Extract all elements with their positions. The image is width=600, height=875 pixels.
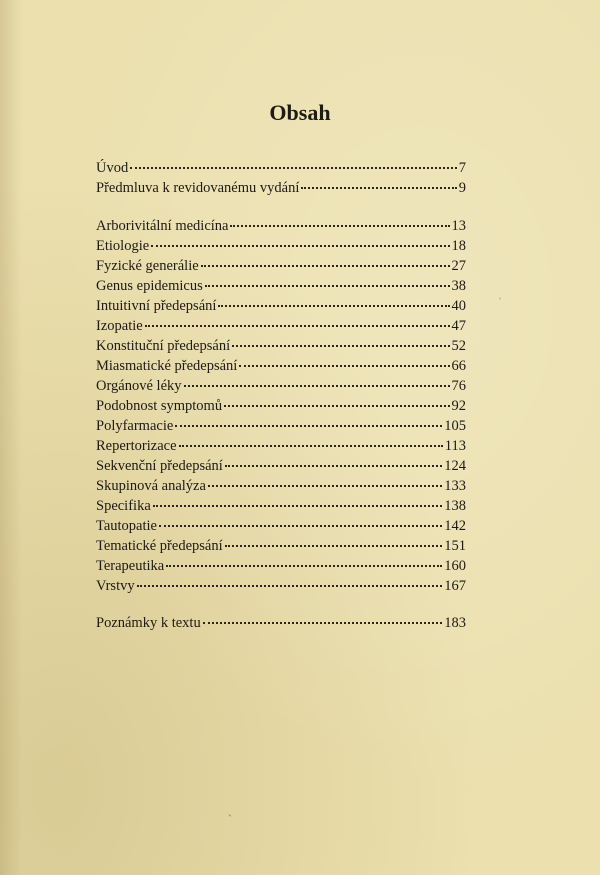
toc-entry-title: Skupinová analýza [96, 478, 206, 494]
toc-entry [96, 316, 466, 336]
toc-entry-page-number: 105 [444, 418, 466, 434]
table-of-contents [96, 158, 466, 633]
toc-entry [96, 556, 466, 576]
toc-entry-title: Konstituční předepsání [96, 338, 231, 354]
dot-leader [225, 545, 443, 547]
toc-entry-title: Polyfarmacie [96, 418, 174, 434]
toc-entry-title: Vrstvy [96, 578, 135, 594]
toc-spacer [96, 198, 466, 216]
toc-group-main [96, 216, 466, 596]
toc-entry-page-number: 76 [451, 378, 466, 394]
dot-leader [145, 325, 450, 327]
toc-entry-title: Etiologie [96, 238, 150, 254]
dot-leader [179, 445, 443, 447]
toc-group-end [96, 613, 466, 633]
dot-leader [225, 465, 442, 467]
toc-entry-title: Orgánové léky [96, 378, 182, 394]
toc-entry-page-number: 38 [451, 278, 466, 294]
toc-entry-page-number: 9 [458, 180, 466, 196]
toc-entry [96, 276, 466, 296]
toc-entry-page-number: 47 [451, 318, 466, 334]
dot-leader [184, 385, 450, 387]
toc-entry-page-number: 160 [444, 558, 466, 574]
dot-leader [208, 485, 442, 487]
toc-entry-title: Miasmatické předepsání [96, 358, 238, 374]
dot-leader [203, 622, 443, 624]
toc-entry-title: Izopatie [96, 318, 143, 334]
toc-group-intro [96, 158, 466, 198]
toc-entry [96, 396, 466, 416]
toc-entry-title: Intuitivní předepsání [96, 298, 217, 314]
toc-entry-page-number: 124 [444, 458, 466, 474]
toc-entry-page-number: 138 [444, 498, 466, 514]
dot-leader [166, 565, 442, 567]
toc-entry [96, 178, 466, 198]
toc-spacer [96, 596, 466, 613]
toc-entry [96, 376, 466, 396]
dot-leader [137, 585, 443, 587]
toc-entry-title: Tematické předepsání [96, 538, 223, 554]
toc-entry-title: Úvod [96, 160, 129, 176]
toc-entry [96, 476, 466, 496]
dot-leader [232, 345, 449, 347]
toc-entry [96, 256, 466, 276]
dot-leader [301, 187, 456, 189]
toc-entry [96, 536, 466, 556]
toc-entry [96, 236, 466, 256]
page-title: Obsah [269, 100, 331, 125]
toc-entry-page-number: 27 [451, 258, 466, 274]
dot-leader [153, 505, 442, 507]
toc-entry-page-number: 7 [458, 160, 466, 176]
toc-entry [96, 436, 466, 456]
toc-entry-title: Repertorizace [96, 438, 177, 454]
dot-leader [205, 285, 450, 287]
toc-entry [96, 216, 466, 236]
dot-leader [224, 405, 449, 407]
toc-entry-title: Fyzické generálie [96, 258, 199, 274]
toc-entry-page-number: 66 [451, 358, 466, 374]
dot-leader [159, 525, 442, 527]
toc-entry-page-number: 13 [451, 218, 466, 234]
dot-leader [151, 245, 449, 247]
toc-entry [96, 296, 466, 316]
toc-entry [96, 496, 466, 516]
dot-leader [239, 365, 449, 367]
toc-entry [96, 516, 466, 536]
toc-entry-title: Sekvenční předepsání [96, 458, 223, 474]
toc-entry [96, 416, 466, 436]
toc-entry [96, 158, 466, 178]
toc-entry-title: Poznámky k textu [96, 615, 201, 631]
toc-entry-page-number: 151 [444, 538, 466, 554]
toc-entry-page-number: 52 [451, 338, 466, 354]
dot-leader [130, 167, 457, 169]
toc-entry-page-number: 142 [444, 518, 466, 534]
toc-entry [96, 336, 466, 356]
toc-entry-title: Specifika [96, 498, 151, 514]
toc-entry-title: Terapeutika [96, 558, 165, 574]
dot-leader [218, 305, 449, 307]
toc-entry-title: Tautopatie [96, 518, 157, 534]
toc-entry-title: Podobnost symptomů [96, 398, 223, 414]
dot-leader [201, 265, 450, 267]
toc-entry-page-number: 167 [444, 578, 466, 594]
dot-leader [230, 225, 449, 227]
toc-entry [96, 613, 466, 633]
ink-speck: ˋ [228, 812, 232, 826]
toc-entry-title: Genus epidemicus [96, 278, 203, 294]
toc-entry-page-number: 18 [451, 238, 466, 254]
toc-entry-page-number: 40 [451, 298, 466, 314]
toc-entry [96, 456, 466, 476]
toc-entry [96, 576, 466, 596]
toc-entry-title: Arborivitální medicína [96, 218, 229, 234]
toc-entry [96, 356, 466, 376]
dot-leader [175, 425, 442, 427]
toc-entry-title: Předmluva k revidovanému vydání [96, 180, 300, 196]
toc-entry-page-number: 113 [444, 438, 466, 454]
toc-entry-page-number: 183 [444, 615, 466, 631]
toc-entry-page-number: 92 [451, 398, 466, 414]
toc-entry-page-number: 133 [444, 478, 466, 494]
ink-speck: ˌ [498, 286, 502, 300]
